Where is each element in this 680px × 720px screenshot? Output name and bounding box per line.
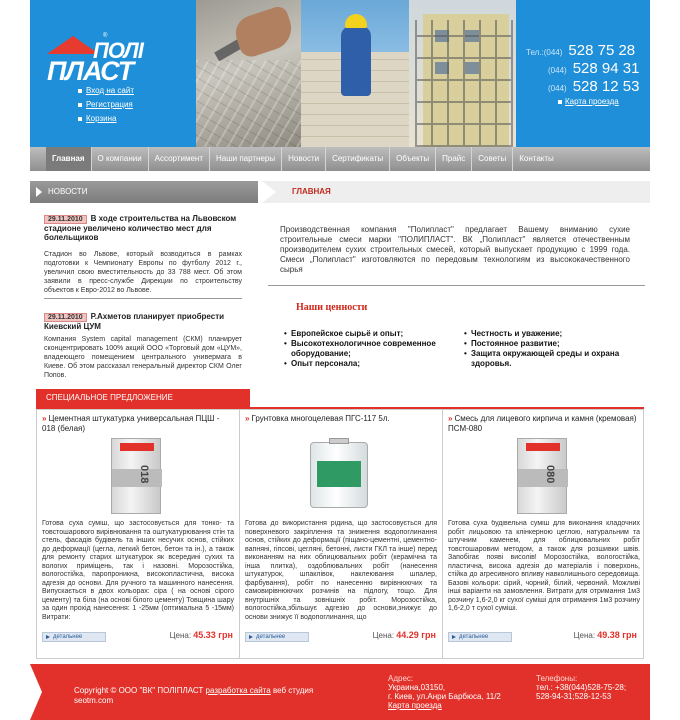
value-item: • Постоянное развитие; [464,339,634,349]
bullet-icon [78,117,82,121]
product-name-link[interactable] [245,414,437,424]
arrow-icon: » [245,414,250,423]
bag-logo [526,443,560,451]
nav-item-certificates[interactable]: Сертификаты [326,147,390,171]
product-name-link[interactable] [448,414,640,434]
details-button[interactable]: детальнее [448,632,512,642]
cart-link-label: Корзина [86,114,117,123]
value-item: • Честность и уважение; [464,329,634,339]
heading-arrow-icon [262,181,276,203]
dev-suffix: веб студия seotm.com [74,686,314,705]
phones-label: Телефоны: [536,674,578,683]
news-title-link[interactable]: Р.Ахметов планирует приобрести Киевский ЦУМ [44,312,225,331]
copyright [74,686,314,706]
product-description: Готова суха суміш, що застосовується для тонко- та товстошарового вирівнювання та оштукатурювання стін та стель, фасадів будівель та інших несучих основ, стійких до деформації (цегла, легкий бетон, бетон та ін.), а також для ремонту старих штукатурок як всередині сухих та вологих приміщень, так і назовні. Морозостійка, вологостійка, паропроникна, високопластична, висока адгезія до основи. Для ручного та машинного нанесення. Випускається в двох кольорах: сіра ( на основі сірого цементу) та біла (на основі білого цементу) Товщина шару за один прохід нанесення: 1 -25мм (оптимальна 5 -15мм) Витрати: [42,520,234,621]
price-value: 49.38 грн [597,630,637,640]
phone-line: 528-94-31;528-12-53 [536,692,612,701]
product-name-link[interactable] [42,414,234,434]
header-photo-worker [301,0,409,147]
address-line: Украина,03150, [388,683,446,692]
canister-cap [329,438,349,444]
news-heading: НОВОСТИ [30,181,258,203]
bag-icon [111,438,161,514]
logo-reg-mark: ® [103,33,108,39]
bullet-icon [558,100,562,104]
address-line: г. Киев, ул.Анри Барбюса, 11/2 [388,692,501,701]
product-price [170,630,233,640]
footer-phones [536,674,626,701]
phone-prefix: Тел.:(044) [526,48,563,57]
details-button[interactable]: детальнее [245,632,309,642]
logo-roof-icon [47,36,99,54]
footer-arrow-icon [30,664,42,720]
header [0,0,680,147]
user-links [78,86,134,128]
nav-item-assortment[interactable]: Ассортимент [149,147,210,171]
footer-address [388,674,501,710]
bag-icon [517,438,567,514]
map-link-label: Карта проезда [565,97,619,106]
value-item: • Европейское сырьё и опыт; [284,329,454,339]
nav-item-news[interactable]: Новости [282,147,326,171]
bag-code: 018 [138,465,150,484]
details-button[interactable]: детальнее [42,632,106,642]
logo[interactable] [45,33,185,86]
product-image-bag[interactable] [503,438,583,514]
product-description: Готова до використання рідина, що застосовується для поверхневого закріплення та зниження водопоглинання основ, стійких до деформації (піщано-цементні, цементно-вапняні, гіпсові, цегляні, бетонні, листи ГКЛ та інше) перед виконанням на них облицювальних робіт (керамічна та інша плитка), оздоблювальних робіт (нанесення штукатурок, шпаклівок, наклеювання шпалер, фарбування), робіт по нанесенню вирівнюючих та самовирівнюючих розчинів на підлогу, тощо. Для внутрішніх та зовнішніх робіт. Морозостійка, вологостійка,збільшує адгезію до основи,знижує до основи знижує її водопоглинання, що [245,520,437,621]
nav-item-contacts[interactable]: Контакты [519,154,554,163]
header-left-panel [30,0,196,147]
cart-link[interactable] [78,114,134,123]
main-nav [30,147,650,171]
header-photo-plastering [196,0,301,147]
values-list-right [464,329,634,369]
helmet-shape [345,14,367,28]
values-list-left [284,329,454,369]
logo-line2: ПЛАСТ [47,56,134,86]
footer-map-link[interactable]: Карта проезда [388,701,442,710]
canister-label [317,461,361,487]
phone-prefix: (044) [548,84,567,93]
copyright-text: Copyright © ООО "ВК" ПОЛІПЛАСТ [74,686,204,695]
product-name: Цементная штукатурка универсальная ПЦШ - 018 (белая) [42,414,220,433]
news-divider [44,298,242,299]
login-link[interactable] [78,86,134,95]
product-grid [36,409,644,659]
main-heading-bar [262,181,650,203]
news-text: Стадион во Львове, который возводиться в рамках подготовки к Чемпионату Европы по футболу 2012 г., увеличил свою вместительность до 33 788 мест. Об этом заявили в пресс-службе Дирекции по строительству объектов к Евро-2012 во Львове. [44,251,242,294]
product-card [443,410,643,658]
phone-number: 528 94 31 [572,60,640,77]
main-divider [268,285,645,286]
product-image-bag[interactable] [97,438,177,514]
phone-row [526,78,639,95]
product-name: Грунтовка многоцелевая ПГС-117 5л. [251,414,390,423]
nav-item-home[interactable]: Главная [46,147,92,171]
price-value: 45.33 грн [193,630,233,640]
bag-band [112,469,162,487]
news-item [44,312,242,380]
phone-line: тел.: +38(044)528-75-28; [536,683,627,692]
footer [30,664,650,720]
value-item: • Высокотехнологичное современное оборудование; [284,339,454,359]
product-description: Готова суха будівельна суміш для виконання кладочних робіт лицьовою та клінкерною цеглою, натуральним та штучним каменем, для облицювальних робіт товстошаровим методом, а також для розшивки швів. Запобігає появі висолів! Морозостійка, вологостійка, пластична, висока адгезія до матеріалів і поверхонь, стійка до агресивного впливу навколишнього середовища. Базові кольори: сірий, чорний, білий, червоний. Можливі інші варіанти на замовлення. Витрати для отримання 1м3 розчину 1,6-2,0 кг сухої суміші для отримання 1м3 розчину 1,6-2,0 т сухої суміші. [448,520,640,612]
product-card [240,410,443,658]
page-title: ГЛАВНАЯ [292,187,331,196]
header-contacts [516,0,650,147]
bullet-icon [78,103,82,107]
worker-shape [341,26,371,96]
canister-icon [310,442,368,508]
intro-text: Производственная компания "Полипласт" предлагает Вашему вниманию сухие строительные смеси марки "ПОЛИПЛАСТ". ВК „Полипласт" является отечественным производителем сухих строительных смесей, который выпускает продукцию с 1999 года. Смеси „Полипласт" изготовляются по передовым технологиям из высококачественного сырья [280,225,630,274]
price-value: 44.29 грн [396,630,436,640]
nav-item-objects[interactable]: Объекты [390,147,436,171]
product-card [37,410,240,658]
header-photo-building [409,0,516,147]
phone-row [526,60,639,77]
login-link-label: Вход на сайт [86,86,134,95]
nav-item-about[interactable]: О компании [92,147,149,171]
nav-item-tips[interactable]: Советы [472,147,513,171]
phone-number: 528 75 28 [568,42,636,59]
address-label: Адрес: [388,674,414,683]
bag-logo [120,443,154,451]
product-name: Смесь для лицевого кирпича и камня (кремовая) ПСМ-080 [448,414,637,433]
nav-item-partners[interactable]: Наши партнеры [210,147,282,171]
register-link-label: Регистрация [86,100,133,109]
product-image-canister[interactable] [300,438,380,514]
nav-item-price[interactable]: Прайс [436,147,472,171]
register-link[interactable] [78,100,134,109]
phone-row [526,42,635,59]
news-text: Компания System capital management (СКМ) планирует сконцентрировать 100% акций ООО «Торговый дом «ЦУМ», владеющего помещением центрального универмага в Киеве. Об этом рассказал генеральный директор СКМ Олег Попов. [44,336,242,379]
phone-number: 528 12 53 [572,78,640,95]
values-title: Наши ценности [296,302,368,313]
price-label: Цена: [372,631,395,640]
product-price [373,630,436,640]
product-price [574,630,637,640]
news-item [44,214,242,295]
scaffold-shape [415,20,513,147]
phone-prefix: (044) [548,66,567,75]
logo-line1: ПОЛІ [93,38,143,63]
map-link[interactable] [558,97,619,106]
mesh-texture [196,60,301,147]
arrow-icon: » [448,414,453,423]
news-date: 29.11.2010 [44,313,87,322]
bag-band [518,469,568,487]
bullet-icon [78,89,82,93]
dev-link[interactable]: разработка сайта [205,686,271,695]
hand-shape [231,4,297,59]
price-label: Цена: [169,631,192,640]
price-label: Цена: [573,631,596,640]
value-item: • Защита окружающей среды и охрана здоровья. [464,349,634,369]
news-title-link[interactable]: В ходе строительства на Львовском стадионе увеличено количество мест для болельщиков [44,214,237,242]
value-item: • Опыт персонала; [284,359,454,369]
special-offer-heading: СПЕЦИАЛЬНОЕ ПРЕДЛОЖЕНИЕ [36,389,250,407]
news-date: 29.11.2010 [44,215,87,224]
arrow-icon: » [42,414,47,423]
bag-code: 080 [544,465,556,484]
